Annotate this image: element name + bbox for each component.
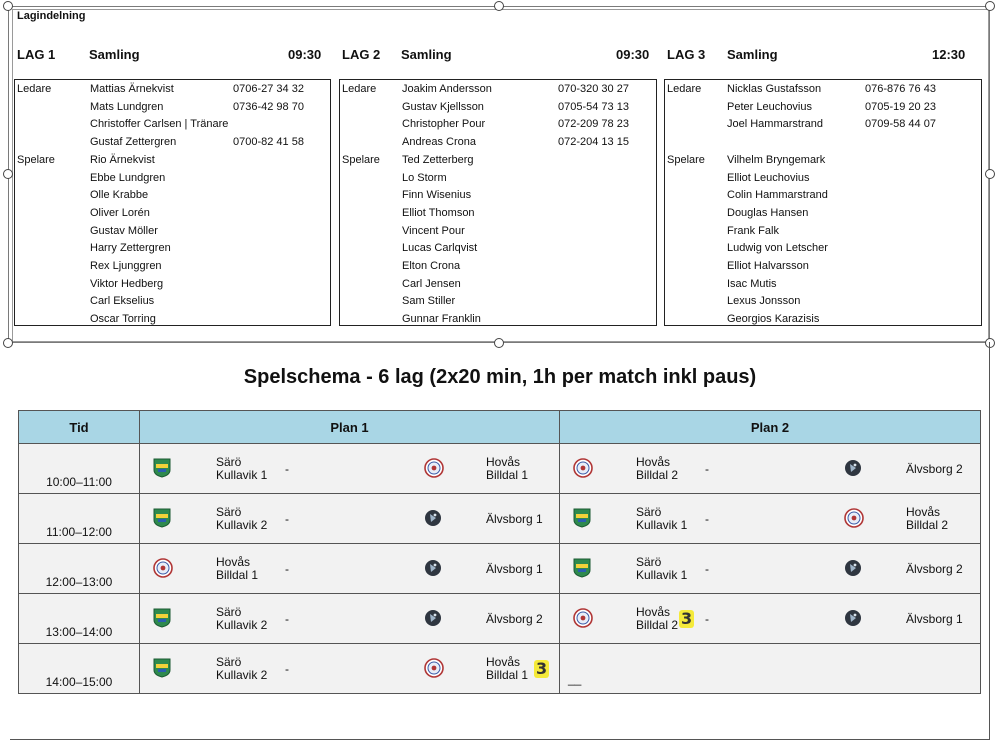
leader-row xyxy=(665,81,981,98)
resize-handle-bottom[interactable] xyxy=(494,338,504,348)
player-row xyxy=(665,223,981,240)
leaders-label: Ledare xyxy=(342,83,377,95)
time-cell xyxy=(19,444,140,494)
player-name: Ludwig von Letscher xyxy=(727,242,828,255)
leader-phone: 0705-54 73 13 xyxy=(558,100,629,113)
header-time: Tid xyxy=(19,411,140,444)
players-label: Spelare xyxy=(342,153,380,166)
leader-row xyxy=(15,99,330,116)
leader-row xyxy=(665,134,981,151)
schedule-row xyxy=(19,594,981,644)
player-name: Elton Crona xyxy=(402,260,461,272)
versus-dash: - xyxy=(705,512,709,526)
player-row xyxy=(340,311,656,328)
alvsborg-logo-icon xyxy=(424,558,442,578)
highlighted-mark: 3 xyxy=(681,609,693,628)
match xyxy=(140,494,559,543)
plan-2-cell xyxy=(560,444,981,494)
home-team: Hovås Billdal 2 xyxy=(636,455,679,482)
player-name: Frank Falk xyxy=(727,224,779,237)
player-name: Rex Ljunggren xyxy=(90,260,162,272)
leader-name: Joakim Andersson xyxy=(402,83,492,95)
resize-handle-top[interactable] xyxy=(494,1,504,11)
away-team: Hovås Billdal 1 xyxy=(486,455,529,482)
player-name: Oliver Lorén xyxy=(90,206,150,219)
resize-handle-bottom-left[interactable] xyxy=(3,338,13,348)
alvsborg-logo-icon xyxy=(844,458,862,478)
player-name: Sam Stiller xyxy=(402,295,456,308)
player-row xyxy=(340,276,656,293)
player-row xyxy=(15,293,330,310)
leader-phone: 072-204 13 15 xyxy=(558,136,629,149)
player-row xyxy=(665,170,981,187)
leader-row xyxy=(15,134,330,151)
player-row xyxy=(665,311,981,328)
hovas-logo-icon xyxy=(424,658,442,678)
leader-phone: 0700-82 41 58 xyxy=(233,136,304,149)
player-row xyxy=(15,152,330,169)
player-row xyxy=(665,276,981,293)
leader-name: Nicklas Gustafsson xyxy=(727,83,822,95)
plan-2-cell xyxy=(560,594,981,644)
versus-dash: - xyxy=(705,612,709,626)
versus-dash: - xyxy=(285,612,289,626)
hovas-logo-icon xyxy=(573,608,591,628)
leader-name: Andreas Crona xyxy=(402,136,476,149)
time-slot: 12:00–13:00 xyxy=(45,575,113,589)
player-row xyxy=(665,293,981,310)
hovas-logo-icon xyxy=(153,558,171,578)
player-name: Gustav Möller xyxy=(90,224,158,237)
team-roster-box xyxy=(664,79,982,326)
resize-handle-bottom-right[interactable] xyxy=(985,338,995,348)
player-name: Lucas Carlqvist xyxy=(402,242,478,255)
away-team: Hovås Billdal 1 xyxy=(486,655,529,682)
away-team: Älvsborg 2 xyxy=(906,562,963,576)
away-team: Älvsborg 2 xyxy=(906,462,963,476)
leader-row xyxy=(340,116,656,133)
alvsborg-logo-icon xyxy=(844,558,862,578)
player-name: Lexus Jonsson xyxy=(727,295,801,308)
time-slot: 11:00–12:00 xyxy=(46,525,112,539)
player-row xyxy=(340,240,656,257)
resize-handle-right[interactable] xyxy=(985,169,995,179)
team-gathering-time: 09:30 xyxy=(288,47,322,62)
leader-row xyxy=(15,116,330,133)
team-gathering-time: 12:30 xyxy=(932,47,966,62)
player-row xyxy=(15,240,330,257)
home-team: Hovås Billdal 2 xyxy=(636,605,679,632)
team-gathering-time: 09:30 xyxy=(616,47,650,62)
plan-1-cell xyxy=(140,444,560,494)
players-label: Spelare xyxy=(17,153,55,166)
leader-name: Peter Leuchovius xyxy=(727,100,812,113)
skif-logo-icon xyxy=(153,658,171,678)
player-row xyxy=(15,258,330,275)
player-name: Elliot Thomson xyxy=(402,206,475,219)
leader-name: Mattias Ärnekvist xyxy=(90,83,174,95)
player-name: Finn Wisenius xyxy=(402,189,472,202)
leader-phone: 072-209 78 23 xyxy=(558,118,629,131)
plan-1-cell xyxy=(140,644,560,694)
player-row xyxy=(665,187,981,204)
plan-1-cell xyxy=(140,494,560,544)
match xyxy=(140,644,559,693)
time-cell xyxy=(19,594,140,644)
match xyxy=(560,444,980,493)
leader-name: Gustav Kjellsson xyxy=(402,100,484,113)
player-row xyxy=(340,170,656,187)
schedule-title: Spelschema - 6 lag (2x20 min, 1h per match inkl paus) xyxy=(243,366,757,388)
team-name: LAG 2 xyxy=(342,47,381,62)
player-name: Elliot Leuchovius xyxy=(727,171,810,184)
leader-phone: 0705-19 20 23 xyxy=(865,100,936,113)
page-border-bottom xyxy=(10,739,990,740)
player-name: Colin Hammarstrand xyxy=(727,189,828,202)
plan-2-cell xyxy=(560,494,981,544)
players-label: Spelare xyxy=(667,153,705,166)
player-name: Rio Ärnekvist xyxy=(90,153,155,166)
time-cell xyxy=(19,544,140,594)
skif-logo-icon xyxy=(153,458,171,478)
away-team: Älvsborg 1 xyxy=(486,562,543,576)
player-row xyxy=(340,293,656,310)
team-roster-box xyxy=(14,79,331,326)
player-row xyxy=(340,223,656,240)
player-row xyxy=(665,258,981,275)
time-cell xyxy=(19,644,140,694)
home-team: Särö Kullavik 1 xyxy=(636,505,688,532)
empty-slot-mark: __ xyxy=(568,672,582,686)
player-row xyxy=(665,205,981,222)
leader-row xyxy=(15,81,330,98)
player-row xyxy=(15,205,330,222)
leader-phone: 0709-58 44 07 xyxy=(865,118,936,131)
player-row xyxy=(340,205,656,222)
match xyxy=(140,444,559,493)
player-name: Elliot Halvarsson xyxy=(727,260,809,272)
away-team: Älvsborg 1 xyxy=(906,612,963,626)
player-row xyxy=(15,276,330,293)
player-name: Ebbe Lundgren xyxy=(90,171,166,184)
leader-name: Joel Hammarstrand xyxy=(727,118,823,131)
player-name: Oscar Torring xyxy=(90,313,156,326)
leader-phone: 070-320 30 27 xyxy=(558,83,629,95)
away-team: Älvsborg 1 xyxy=(486,512,543,526)
versus-dash: - xyxy=(285,462,289,476)
resize-handle-left[interactable] xyxy=(3,169,13,179)
team-gathering-label: Samling xyxy=(89,47,140,62)
schedule-row xyxy=(19,494,981,544)
leader-phone: 0736-42 98 70 xyxy=(233,100,304,113)
away-team: Älvsborg 2 xyxy=(486,612,543,626)
player-name: Georgios Karazisis xyxy=(727,313,820,326)
page-border-right xyxy=(989,342,990,740)
player-name: Carl Jensen xyxy=(402,277,461,290)
versus-dash: - xyxy=(705,462,709,476)
player-name: Olle Krabbe xyxy=(90,189,149,202)
skif-logo-icon xyxy=(573,558,591,578)
time-slot: 13:00–14:00 xyxy=(45,625,113,639)
leader-name: Gustaf Zettergren xyxy=(90,136,177,149)
schedule-row xyxy=(19,644,981,694)
resize-handle-top-left[interactable] xyxy=(3,1,13,11)
player-name: Harry Zettergren xyxy=(90,242,171,255)
match xyxy=(560,594,980,643)
hovas-logo-icon xyxy=(573,458,591,478)
leader-phone: 0706-27 34 32 xyxy=(233,83,304,95)
player-name: Vilhelm Bryngemark xyxy=(727,153,826,166)
home-team: Särö Kullavik 2 xyxy=(216,655,268,682)
player-row xyxy=(15,187,330,204)
player-row xyxy=(665,152,981,169)
away-team: Hovås Billdal 2 xyxy=(906,505,949,532)
section-title: Lagindelning xyxy=(17,10,86,22)
leaders-label: Ledare xyxy=(17,83,52,95)
time-slot: 14:00–15:00 xyxy=(45,675,113,689)
player-row xyxy=(340,258,656,275)
schedule-table xyxy=(18,410,981,694)
home-team: Särö Kullavik 1 xyxy=(216,455,268,482)
player-row xyxy=(340,187,656,204)
time-cell xyxy=(19,494,140,544)
leader-row xyxy=(665,116,981,133)
alvsborg-logo-icon xyxy=(424,508,442,528)
skif-logo-icon xyxy=(153,608,171,628)
leaders-label: Ledare xyxy=(667,83,702,95)
hovas-logo-icon xyxy=(424,458,442,478)
leader-row xyxy=(340,81,656,98)
player-name: Carl Ekselius xyxy=(90,295,155,308)
versus-dash: - xyxy=(285,562,289,576)
leader-name: Christopher Pour xyxy=(402,118,486,131)
leader-phone: 076-876 76 43 xyxy=(865,83,936,95)
alvsborg-logo-icon xyxy=(424,608,442,628)
team-gathering-label: Samling xyxy=(727,47,778,62)
schedule-row xyxy=(19,444,981,494)
player-row xyxy=(15,223,330,240)
player-name: Lo Storm xyxy=(402,171,447,184)
header-plan-2: Plan 2 xyxy=(560,411,981,444)
time-slot: 10:00–11:00 xyxy=(46,475,112,489)
schedule-row xyxy=(19,544,981,594)
team-roster-box xyxy=(339,79,657,326)
skif-logo-icon xyxy=(573,508,591,528)
alvsborg-logo-icon xyxy=(844,608,862,628)
leader-row xyxy=(340,134,656,151)
player-row xyxy=(665,240,981,257)
player-name: Isac Mutis xyxy=(727,277,777,290)
team-gathering-label: Samling xyxy=(401,47,452,62)
versus-dash: - xyxy=(705,562,709,576)
plan-1-cell xyxy=(140,594,560,644)
skif-logo-icon xyxy=(153,508,171,528)
home-team: Särö Kullavik 2 xyxy=(216,605,268,632)
player-name: Ted Zetterberg xyxy=(402,153,474,166)
plan-2-cell xyxy=(560,544,981,594)
player-name: Douglas Hansen xyxy=(727,206,809,219)
leader-row xyxy=(340,99,656,116)
match xyxy=(560,494,980,543)
header-plan-1: Plan 1 xyxy=(140,411,560,444)
resize-handle-top-right[interactable] xyxy=(985,1,995,11)
player-name: Gunnar Franklin xyxy=(402,313,481,326)
versus-dash: - xyxy=(285,662,289,676)
player-row xyxy=(15,311,330,328)
schedule-header-row xyxy=(19,411,981,444)
player-name: Vincent Pour xyxy=(402,224,465,237)
versus-dash: - xyxy=(285,512,289,526)
plan-2-cell xyxy=(560,644,981,694)
match xyxy=(140,594,559,643)
player-row xyxy=(15,170,330,187)
hovas-logo-icon xyxy=(844,508,862,528)
player-name: Viktor Hedberg xyxy=(90,277,164,290)
team-name: LAG 1 xyxy=(17,47,56,62)
plan-1-cell xyxy=(140,544,560,594)
leader-name: Christoffer Carlsen | Tränare xyxy=(90,118,229,131)
highlighted-mark: 3 xyxy=(536,659,548,678)
home-team: Hovås Billdal 1 xyxy=(216,555,259,582)
home-team: Särö Kullavik 2 xyxy=(216,505,268,532)
match xyxy=(140,544,559,593)
leader-name: Mats Lundgren xyxy=(90,100,164,113)
player-row xyxy=(340,152,656,169)
match xyxy=(560,544,980,593)
team-name: LAG 3 xyxy=(667,47,706,62)
leader-row xyxy=(665,99,981,116)
home-team: Särö Kullavik 1 xyxy=(636,555,688,582)
